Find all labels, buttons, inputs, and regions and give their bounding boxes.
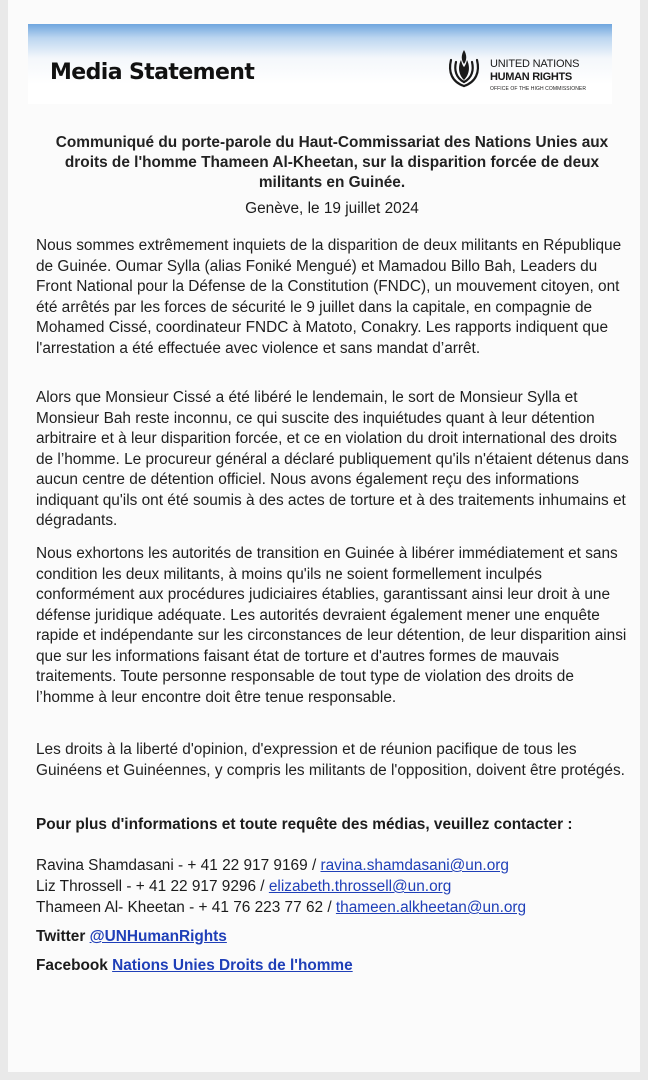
logo-line-office: OFFICE OF THE HIGH COMMISSIONER <box>490 86 587 92</box>
contact-text: Thameen Al- Kheetan - + 41 76 223 77 62 / <box>36 899 336 916</box>
un-emblem-icon <box>444 46 484 90</box>
contact-line <box>36 898 526 918</box>
twitter-handle-link[interactable]: @UNHumanRights <box>89 928 227 945</box>
banner-title: Media Statement <box>50 60 255 85</box>
document-page <box>8 0 640 1072</box>
logo-line-human-rights: HUMAN RIGHTS <box>490 71 572 83</box>
un-human-rights-logo <box>444 46 604 98</box>
twitter-line <box>36 927 227 947</box>
contact-email-link[interactable]: ravina.shamdasani@un.org <box>320 857 509 874</box>
contact-text: Ravina Shamdasani - + 41 22 917 9169 / <box>36 857 321 874</box>
logo-line-united-nations: UNITED NATIONS <box>490 58 580 70</box>
contacts-heading: Pour plus d'informations et toute requête des médias, veuillez contacter : <box>36 816 573 833</box>
paragraph-1: Nous sommes extrêmement inquiets de la disparition de deux militants en République de Guinée. Oumar Sylla (alias Foniké Mengué) et Mamadou Billo Bah, Leaders du Front National pour la Défense de la Constitution (FNDC), un mouvement citoyen, ont été arrêtés par les forces de sécurité le 9 juillet dans la capitale, en compagnie de Mohamed Cissé, coordinateur FNDC à Matoto, Conakry. Les rapports indiquent que l'arrestation a été effectuée avec violence et sans mandat d’arrêt. <box>36 237 622 357</box>
contact-email-link[interactable]: elizabeth.throssell@un.org <box>268 878 452 895</box>
paragraph-2: Alors que Monsieur Cissé a été libéré le lendemain, le sort de Monsieur Sylla et Monsieur Bah reste inconnu, ce qui suscite des inquiétudes quant à leur détention arbitraire et à leur disparition forcée, et ce en violation du droit international des droits de l’homme. Le procureur général a déclaré publiquement qu'ils n'étaient détenus dans aucun centre de détention officiel. Nous avons également reçu des informations indiquant qu'ils ont été soumis à des actes de torture et à des traitements inhumains et dégradants. <box>36 389 629 529</box>
contact-line <box>36 877 451 897</box>
paragraph-4: Les droits à la liberté d'opinion, d'expression et de réunion pacifique de tous les Guinéens et Guinéennes, y compris les militants de l'opposition, doivent être protégés. <box>36 741 625 779</box>
statement-dateline: Genève, le 19 juillet 2024 <box>245 200 419 217</box>
statement-headline: Communiqué du porte-parole du Haut-Commissariat des Nations Unies aux droits de l'homme Thameen Al-Kheetan, sur la disparition forcée de deux militants en Guinée. <box>55 134 609 191</box>
media-statement-banner <box>28 24 612 104</box>
facebook-label: Facebook <box>36 957 108 974</box>
paragraph-3: Nous exhortons les autorités de transition en Guinée à libérer immédiatement et sans condition les deux militants, à moins qu'ils ne soient formellement inculpés conformément aux procédures judiciaires établies, garantissant ainsi leur droit à une défense juridique adéquate. Les autorités devraient également mener une enquête rapide et indépendante sur les circonstances de leur détention, de leur disparition ainsi que sur les informations faisant état de torture et d'autres formes de mauvais traitements. Toute personne responsable de tout type de violation des droits de l’homme à leur encontre doit être tenue responsable. <box>36 545 627 706</box>
facebook-line <box>36 956 353 976</box>
contact-line <box>36 856 509 876</box>
twitter-label: Twitter <box>36 928 86 945</box>
contact-email-link[interactable]: thameen.alkheetan@un.org <box>335 899 527 916</box>
facebook-page-link[interactable]: Nations Unies Droits de l'homme <box>112 957 353 974</box>
contact-text: Liz Throssell - + 41 22 917 9296 / <box>36 878 269 895</box>
